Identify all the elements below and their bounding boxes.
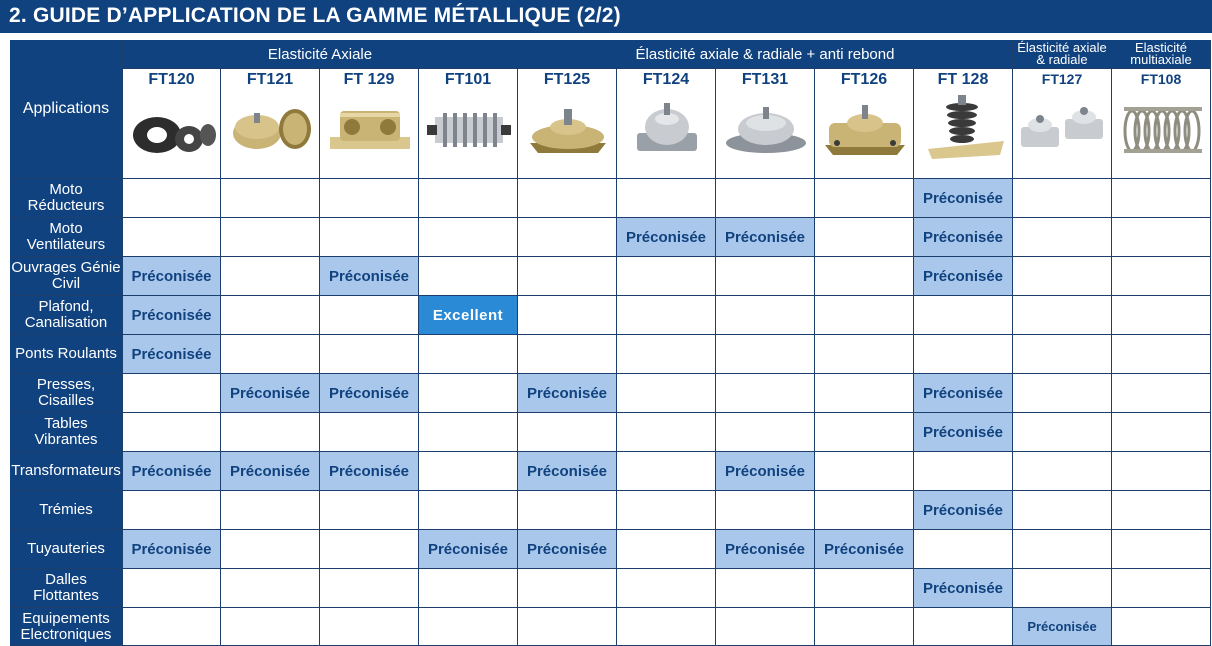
table-cell [617,413,716,452]
table-cell [419,218,518,257]
table-cell [716,608,815,646]
table-cell [815,608,914,646]
table-cell [221,296,320,335]
product-column-3 [419,69,518,179]
rating-preconisee: Préconisée [914,218,1013,257]
product-column-5 [617,69,716,179]
table-cell [815,569,914,608]
table-cell [1112,569,1211,608]
product-image-rubber-rings [129,93,217,166]
rating-preconisee: Préconisée [123,335,221,374]
product-column-2 [320,69,419,179]
table-cell [320,413,419,452]
table-cell [518,218,617,257]
table-cell [815,218,914,257]
application-label: Moto Ventilateurs [10,218,123,257]
table-cell [1013,452,1112,491]
applications-header: Applications [10,40,123,179]
rating-preconisee: Préconisée [518,530,617,569]
table-cell [221,491,320,530]
application-label: Trémies [10,491,123,530]
table-cell [1112,413,1211,452]
table-cell [716,257,815,296]
rating-preconisee: Préconisée [1013,608,1112,646]
rating-preconisee: Préconisée [815,530,914,569]
table-cell [617,257,716,296]
page-title: 2. GUIDE D’APPLICATION DE LA GAMME MÉTALLIQUE (2/2) [9,4,621,27]
table-cell [123,374,221,413]
rating-preconisee: Préconisée [419,530,518,569]
table-cell [1112,374,1211,413]
rating-preconisee: Préconisée [123,452,221,491]
table-cell [716,569,815,608]
product-image-steel-flat-dome-mount [722,93,810,166]
application-label: Transformateurs [10,452,123,491]
product-image-spring-bellows-mount [920,93,1008,166]
product-code: FT131 [741,71,789,88]
table-cell [1112,452,1211,491]
table-cell [419,413,518,452]
table-cell [320,296,419,335]
table-cell [518,608,617,646]
rating-preconisee: Préconisée [914,374,1013,413]
table-cell [320,179,419,218]
table-cell [914,335,1013,374]
rating-preconisee: Préconisée [320,374,419,413]
table-cell [1112,608,1211,646]
product-column-7 [815,69,914,179]
product-image-steel-dome-mount [623,93,711,166]
table-cell [419,335,518,374]
product-code: FT121 [246,71,294,88]
application-label: Ponts Roulants [10,335,123,374]
table-cell [617,491,716,530]
application-label: Ouvrages Génie Civil [10,257,123,296]
rating-preconisee: Préconisée [123,296,221,335]
rating-preconisee: Préconisée [221,374,320,413]
table-cell [1112,335,1211,374]
table-cell [123,569,221,608]
table-cell [518,257,617,296]
table-cell [221,569,320,608]
rating-preconisee: Préconisée [716,530,815,569]
table-cell [419,374,518,413]
product-code: FT127 [1041,71,1083,87]
table-cell [914,530,1013,569]
table-cell [1013,218,1112,257]
table-cell [1013,296,1112,335]
rating-preconisee: Préconisée [518,452,617,491]
rating-preconisee: Préconisée [320,452,419,491]
table-cell [123,413,221,452]
product-column-1 [221,69,320,179]
table-cell [914,452,1013,491]
rating-preconisee: Préconisée [914,413,1013,452]
group-header-line: & radiale [1036,52,1088,67]
table-cell [1112,491,1211,530]
table-cell [123,491,221,530]
table-cell [1013,530,1112,569]
table-cell [419,179,518,218]
table-cell [914,608,1013,646]
rating-preconisee: Préconisée [914,179,1013,218]
table-cell [617,335,716,374]
table-cell [221,335,320,374]
table-cell [123,608,221,646]
product-code: FT108 [1140,71,1182,87]
table-cell [419,569,518,608]
table-cell [419,257,518,296]
table-cell [123,179,221,218]
table-cell [320,569,419,608]
group-header-line: Elasticité [1134,40,1188,55]
product-image-brass-square-mount [821,93,909,166]
rating-preconisee: Préconisée [914,257,1013,296]
product-column-10 [1112,69,1211,179]
product-code: FT101 [444,71,492,88]
rating-preconisee: Préconisée [716,452,815,491]
application-label: Tables Vibrantes [10,413,123,452]
product-column-6 [716,69,815,179]
table-cell [815,257,914,296]
table-cell [617,608,716,646]
product-code: FT120 [148,71,195,88]
table-cell [320,530,419,569]
table-cell [1013,413,1112,452]
rating-preconisee: Préconisée [221,452,320,491]
table-cell [815,452,914,491]
table-cell [221,413,320,452]
table-cell [815,179,914,218]
table-cell [815,335,914,374]
table-cell [1112,530,1211,569]
group-header-2 [1013,40,1112,69]
rating-preconisee: Préconisée [716,218,815,257]
product-code: FT124 [642,71,690,88]
product-image-wire-rope-isolator [1118,93,1206,166]
table-cell [716,374,815,413]
table-cell [419,491,518,530]
table-cell [419,452,518,491]
product-column-4 [518,69,617,179]
table-cell [518,335,617,374]
table-cell [617,452,716,491]
application-label: Plafond, Canalisation [10,296,123,335]
table-cell [815,491,914,530]
table-cell [518,569,617,608]
rating-preconisee: Préconisée [914,491,1013,530]
rating-excellent: Excellent [419,296,518,335]
product-code: FT 128 [937,71,989,88]
group-header-line: multiaxiale [1130,52,1192,67]
product-column-8 [914,69,1013,179]
table-cell [716,179,815,218]
product-column-9 [1013,69,1112,179]
application-label: Equipements Electroniques [10,608,123,646]
product-code: FT126 [840,71,888,88]
table-cell [221,257,320,296]
table-cell [617,179,716,218]
group-header-line: Élasticité axiale [1017,40,1107,55]
table-cell [1013,335,1112,374]
table-cell [1112,218,1211,257]
product-image-spring-housing [425,93,513,166]
table-cell [1112,179,1211,218]
application-label: Tuyauteries [10,530,123,569]
table-cell [1112,257,1211,296]
application-label: Moto Réducteurs [10,179,123,218]
product-image-brass-double-mount [326,93,414,166]
table-cell [1013,257,1112,296]
table-cell [914,296,1013,335]
group-header-1: Élasticité axiale & radiale + anti rebond [518,40,1013,69]
table-cell [419,608,518,646]
table-cell [1112,296,1211,335]
product-column-0 [123,69,221,179]
rating-preconisee: Préconisée [123,257,221,296]
table-cell [1013,569,1112,608]
table-cell [1013,374,1112,413]
rating-preconisee: Préconisée [914,569,1013,608]
table-cell [617,374,716,413]
product-image-twin-steel-mounts [1019,93,1107,166]
table-cell [815,374,914,413]
table-cell [221,218,320,257]
table-cell [1013,179,1112,218]
table-cell [716,296,815,335]
application-label: Dalles Flottantes [10,569,123,608]
table-cell [221,179,320,218]
table-cell [518,413,617,452]
table-cell [518,179,617,218]
table-cell [320,491,419,530]
table-cell [617,296,716,335]
table-cell [123,218,221,257]
product-image-brass-dome-mount [227,93,315,166]
table-cell [1013,491,1112,530]
rating-preconisee: Préconisée [617,218,716,257]
product-image-brass-base-mount [524,93,612,166]
table-cell [815,413,914,452]
table-cell [617,530,716,569]
table-cell [716,335,815,374]
table-cell [221,530,320,569]
application-label: Presses, Cisailles [10,374,123,413]
group-header-3 [1112,40,1211,69]
table-cell [221,608,320,646]
product-code: FT 129 [343,71,395,88]
table-cell [320,335,419,374]
rating-preconisee: Préconisée [518,374,617,413]
table-cell [617,569,716,608]
rating-preconisee: Préconisée [123,530,221,569]
table-cell [716,413,815,452]
product-code: FT125 [543,71,591,88]
rating-preconisee: Préconisée [320,257,419,296]
group-header-0: Elasticité Axiale [123,40,518,69]
table-cell [815,296,914,335]
table-cell [320,218,419,257]
table-cell [518,296,617,335]
table-cell [716,491,815,530]
table-cell [320,608,419,646]
table-cell [518,491,617,530]
